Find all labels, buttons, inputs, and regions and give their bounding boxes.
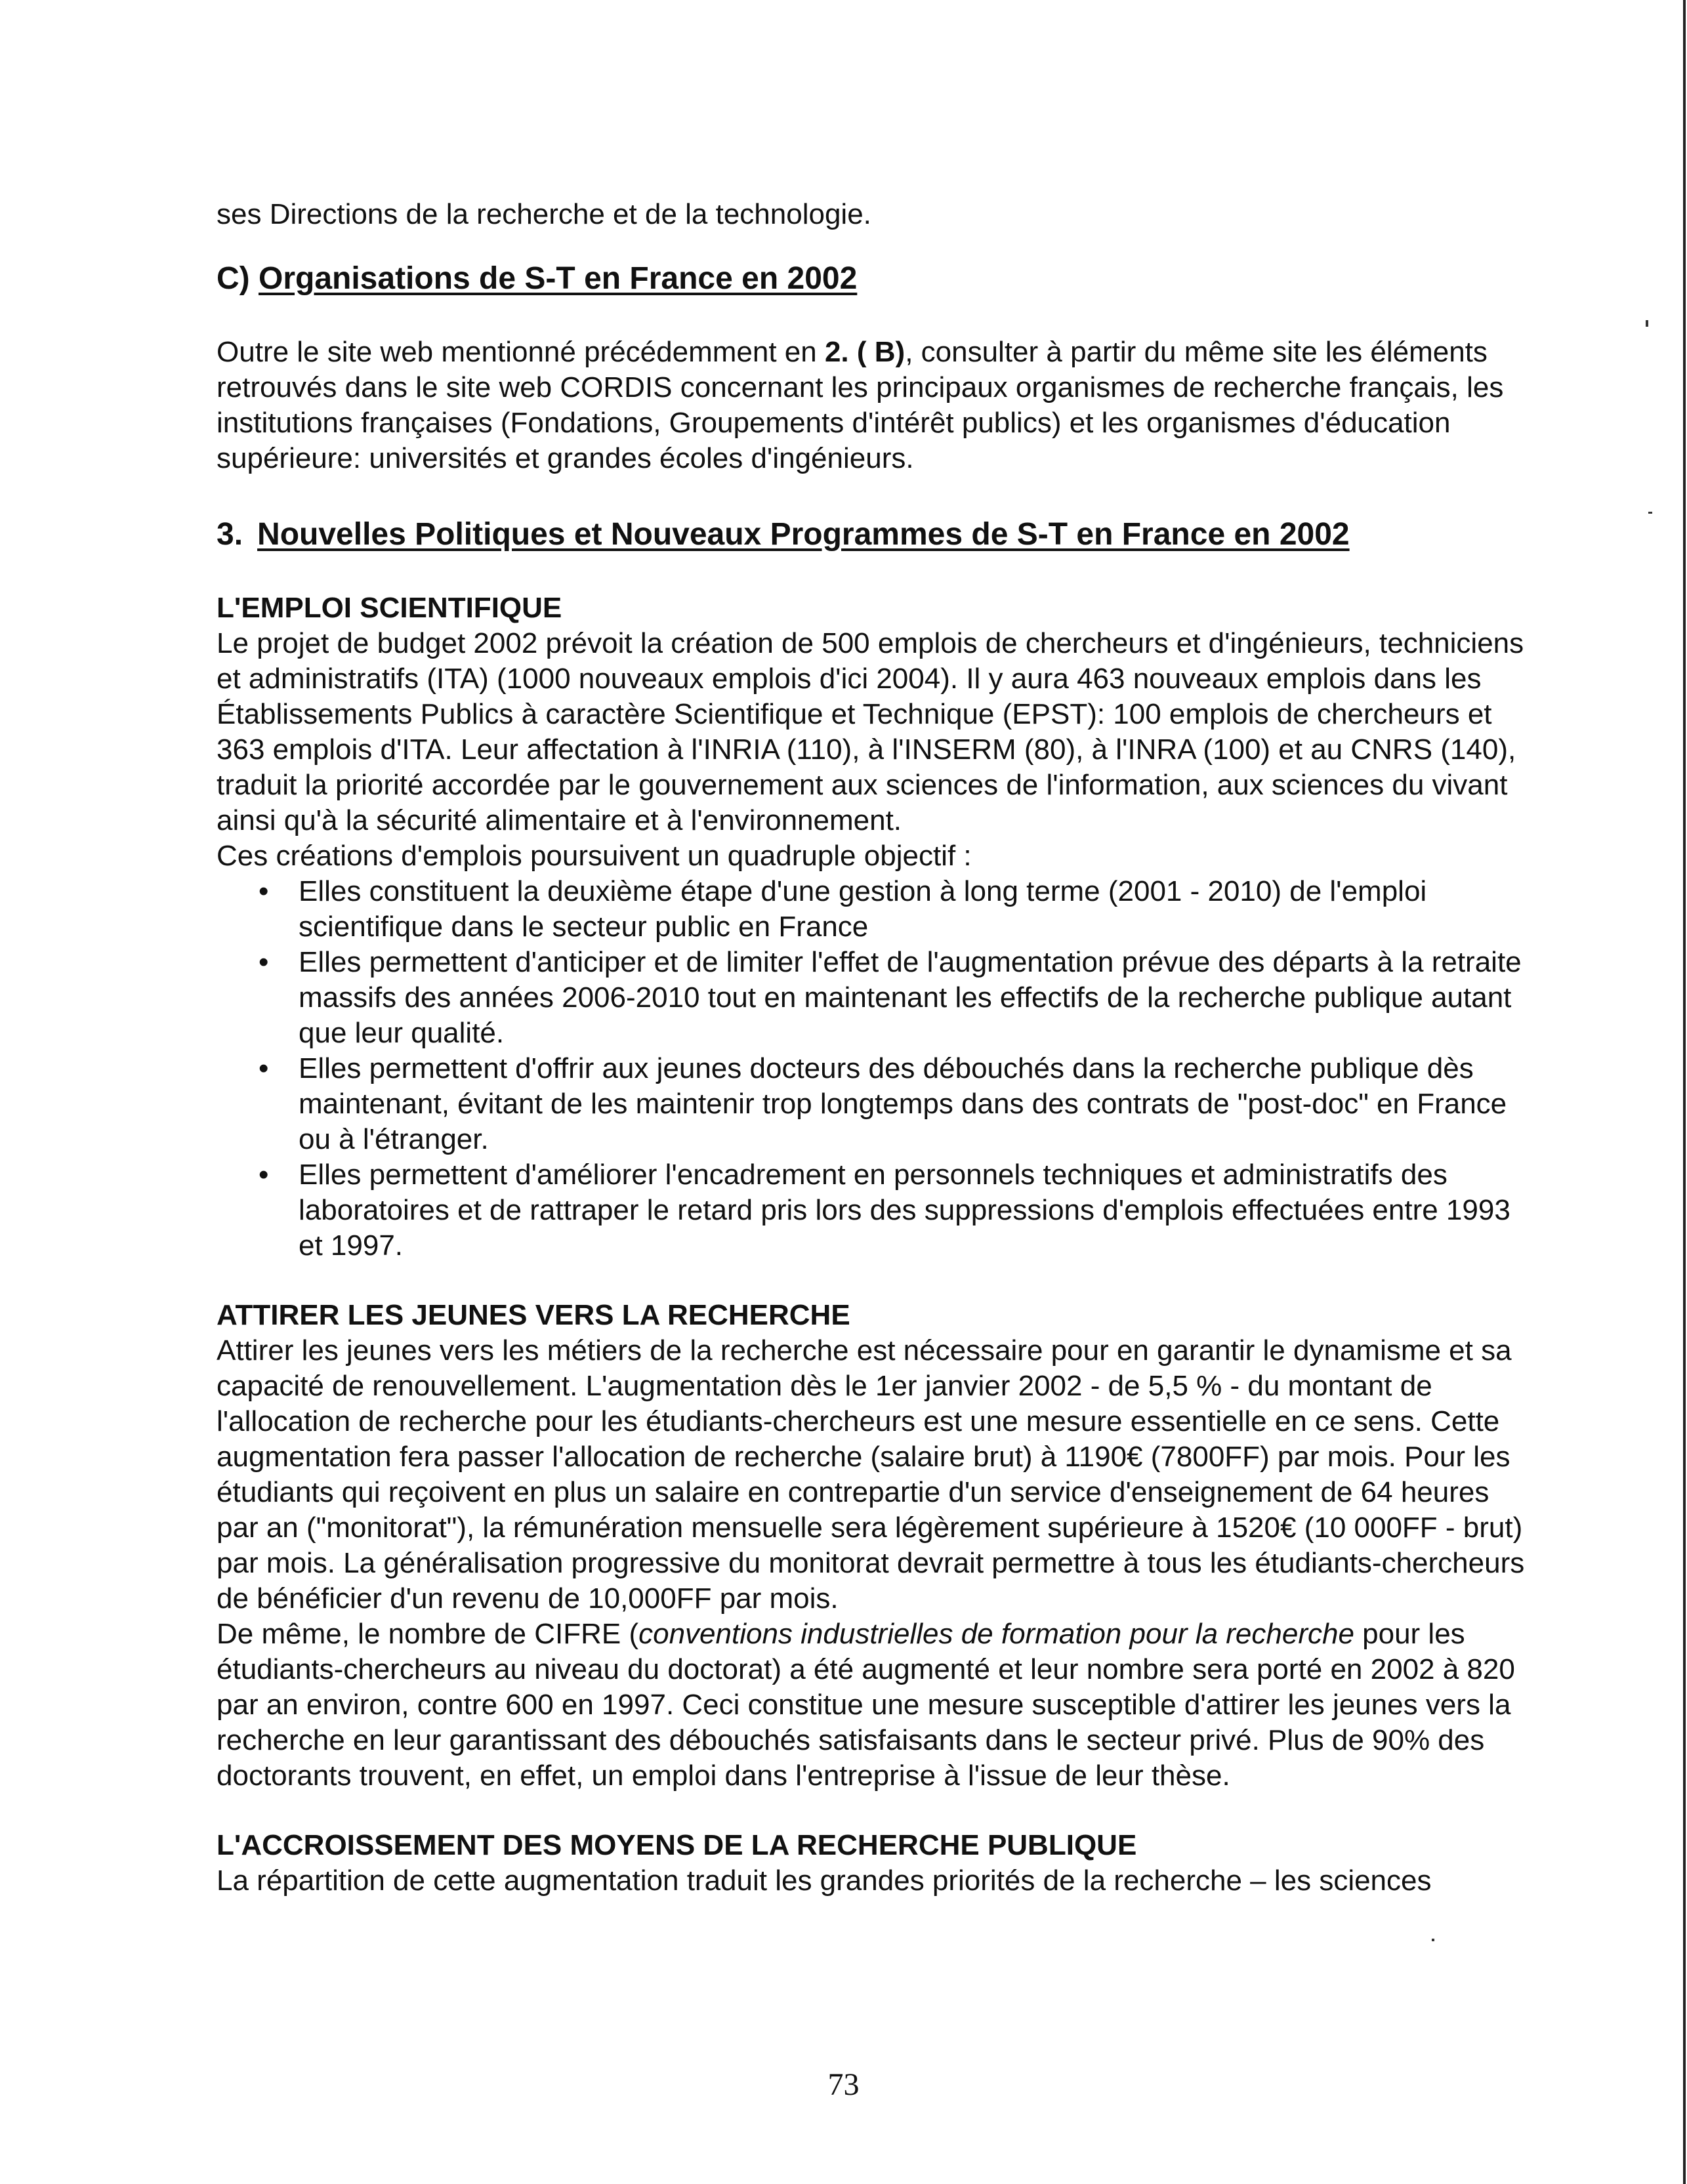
- jeunes-section: [217, 1298, 1529, 1794]
- list-item: [217, 1051, 1529, 1157]
- moyens-heading: L'ACCROISSEMENT DES MOYENS DE LA RECHERCHE PUBLIQUE: [217, 1829, 1137, 1861]
- section-c-prefix: C): [217, 261, 259, 296]
- section-3-heading: [217, 517, 1529, 552]
- jeunes-heading: ATTIRER LES JEUNES VERS LA RECHERCHE: [217, 1299, 850, 1331]
- intro-line: ses Directions de la recherche et de la technologie.: [217, 198, 871, 230]
- page-number: 73: [827, 2067, 860, 2102]
- list-item-text: Elles permettent d'offrir aux jeunes docteurs des débouchés dans la recherche publique dès maintenant, évitant de les maintenir trop longtemps dans des contrats de "post-doc" en France ou à l'étranger.: [299, 1052, 1507, 1155]
- list-item: [217, 945, 1529, 1051]
- section-3-title: Nouvelles Politiques et Nouveaux Programmes de S-T en France en 2002: [257, 517, 1350, 552]
- moyens-paragraph: La répartition de cette augmentation traduit les grandes priorités de la recherche – les sciences: [217, 1865, 1432, 1897]
- emploi-heading: L'EMPLOI SCIENTIFIQUE: [217, 592, 562, 624]
- list-item: [217, 874, 1529, 945]
- emploi-bullet-list: [217, 874, 1529, 1264]
- emploi-section: [217, 590, 1529, 1264]
- list-item-text: Elles permettent d'améliorer l'encadrement en personnels techniques et administratifs des laboratoires et de rattraper le retard pris lors des suppressions d'emplois effectuées entre 1993 et 1997.: [299, 1159, 1510, 1262]
- section-c-body-part1: Outre le site web mentionné précédemment en: [217, 336, 825, 368]
- scan-edge-line: [1683, 0, 1686, 2184]
- section-3-number: 3.: [217, 517, 243, 552]
- scan-mark: [1648, 512, 1652, 514]
- jeunes-p2-start: De même, le nombre de CIFRE (: [217, 1618, 639, 1650]
- scan-mark: [1646, 320, 1648, 327]
- jeunes-p2-italic: conventions industrielles de formation pour la recherche: [638, 1618, 1354, 1650]
- page-content: [217, 197, 1529, 1899]
- moyens-section: [217, 1828, 1529, 1899]
- emploi-paragraph: Le projet de budget 2002 prévoit la création de 500 emplois de chercheurs et d'ingénieurs, techniciens et administratifs (ITA) (1000 nouveaux emplois d'ici 2004). Il y aura 463 nouveaux emplois dans les Établissements Publics à caractère Scientifique et Technique (EPST): 100 emplois de chercheurs et 363 emplois d'ITA. Leur affectation à l'INRIA (110), à l'INSERM (80), à l'INRA (100) et au CNRS (140), traduit la priorité accordée par le gouvernement aux sciences de l'information, aux sciences du vivant ainsi qu'à la sécurité alimentaire et à l'environnement.: [217, 627, 1524, 836]
- bullet-icon: •: [259, 1159, 269, 1191]
- jeunes-p2-end: pour les étudiants-chercheurs au niveau du doctorat) a été augmenté et leur nombre sera porté en 2002 à 820 par an environ, contre 600 en 1997. Ceci constitue une mesure susceptible d'attirer les jeunes vers la recherche en leur garantissant des débouchés satisfaisants dans le secteur privé. Plus de 90% des doctorants trouvent, en effet, un emploi dans l'entreprise à l'issue de leur thèse.: [217, 1618, 1515, 1792]
- section-c-title: Organisations de S-T en France en 2002: [258, 261, 858, 296]
- list-item: [217, 1157, 1529, 1264]
- section-c-body-ref: 2. ( B): [824, 336, 906, 368]
- section-c-heading: [217, 261, 1529, 297]
- list-item-text: Elles constituent la deuxième étape d'une gestion à long terme (2001 - 2010) de l'emploi scientifique dans le secteur public en France: [299, 875, 1427, 943]
- jeunes-paragraph-1: Attirer les jeunes vers les métiers de la recherche est nécessaire pour en garantir le dynamisme et sa capacité de renouvellement. L'augmentation dès le 1er janvier 2002 - de 5,5 % - du montant de l'allocation de recherche pour les étudiants-chercheurs est une mesure essentielle en ce sens. Cette augmentation fera passer l'allocation de recherche (salaire brut) à 1190€ (7800FF) par mois. Pour les étudiants qui reçoivent en plus un salaire en contrepartie d'un service d'enseignement de 64 heures par an ("monitorat"), la rémunération mensuelle sera légèrement supérieure à 1520€ (10 000FF - brut) par mois. La généralisation progressive du monitorat devrait permettre à tous les étudiants-chercheurs de bénéficier d'un revenu de 10,000FF par mois.: [217, 1334, 1525, 1615]
- bullet-icon: •: [259, 946, 269, 978]
- bullet-icon: •: [259, 1052, 269, 1084]
- section-c-body-part2: , consulter à partir du même site les éléments retrouvés dans le site web CORDIS concernant les principaux organismes de recherche français, les institutions françaises (Fondations, Groupements d'intérêt publics) et les organismes d'éducation supérieure: universités et grandes écoles d'ingénieurs.: [217, 336, 1504, 474]
- scan-mark: [1432, 1939, 1434, 1941]
- section-c-paragraph: [217, 335, 1529, 476]
- emploi-lead: Ces créations d'emplois poursuivent un quadruple objectif :: [217, 840, 972, 872]
- bullet-icon: •: [259, 875, 269, 907]
- jeunes-paragraph-2: [217, 1617, 1529, 1794]
- list-item-text: Elles permettent d'anticiper et de limiter l'effet de l'augmentation prévue des départs à la retraite massifs des années 2006-2010 tout en maintenant les effectifs de la recherche publique autant que leur qualité.: [299, 946, 1522, 1049]
